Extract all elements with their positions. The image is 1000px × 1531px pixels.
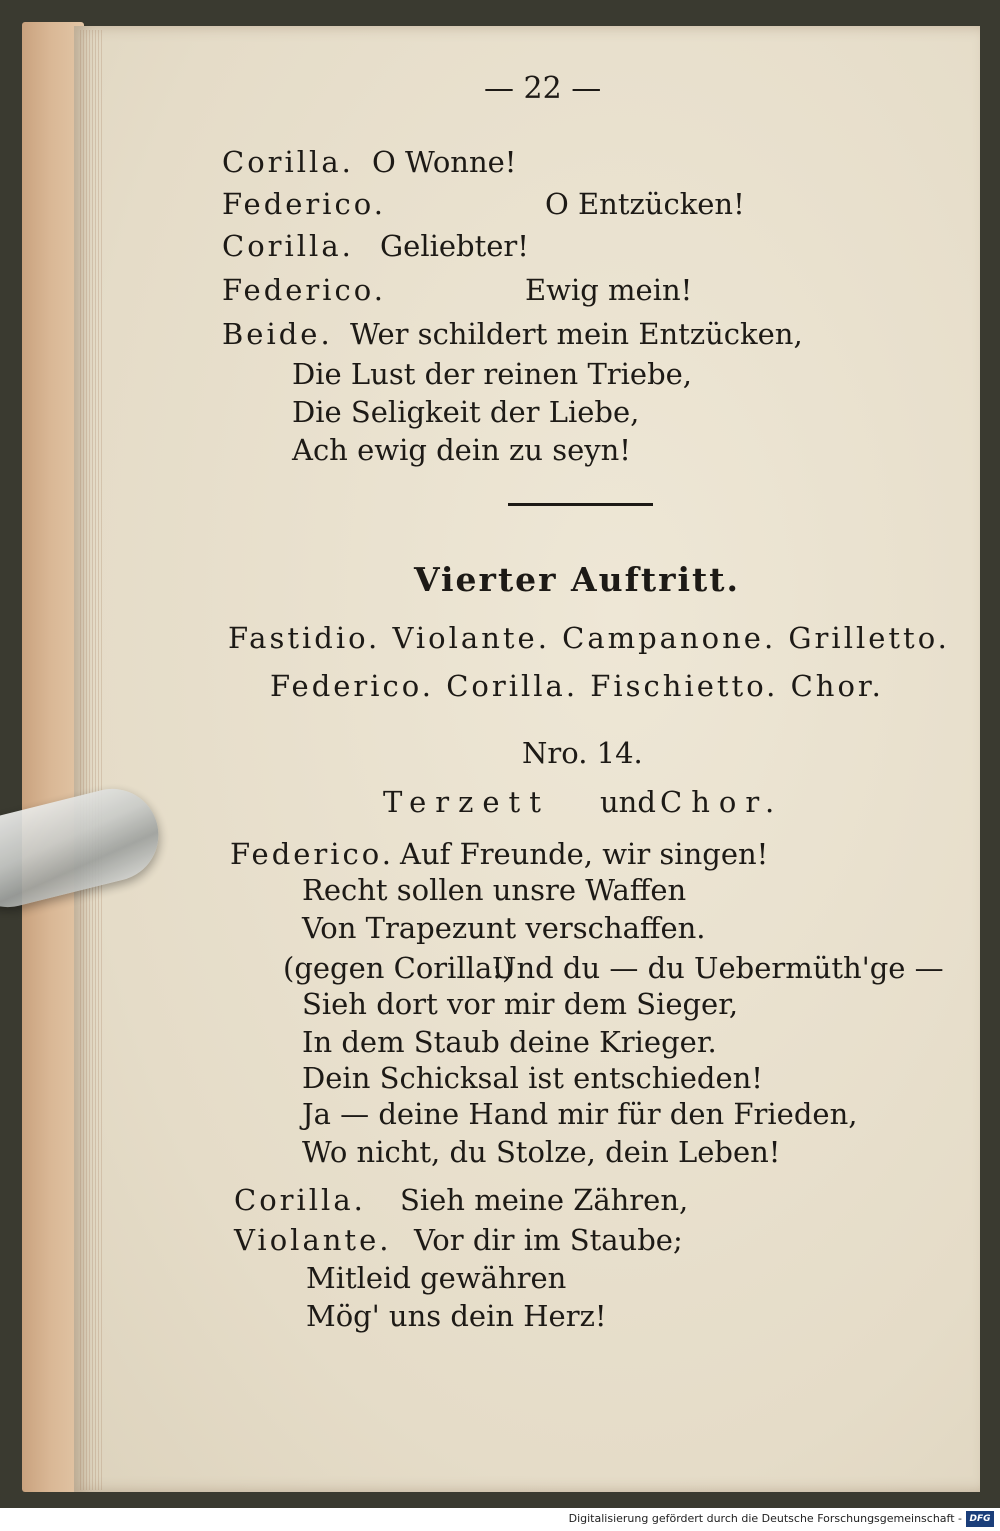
violante-line-3: Mög' uns dein Herz! [306, 1299, 607, 1333]
page-stack-lines [80, 30, 102, 1490]
federico-line-5: Sieh dort vor mir dem Sieger, [302, 987, 739, 1021]
characters-line-1: Fastidio. Violante. Campanone. Grilletto. [228, 621, 950, 655]
speaker-federico-1: Federico. [222, 187, 386, 221]
speaker-federico-2: Federico. [222, 273, 386, 307]
federico-line-2: Recht sollen unsre Waffen [302, 873, 687, 907]
piece-chor: Chor. [660, 785, 784, 819]
line-federico-1: O Entzücken! [545, 187, 745, 221]
federico-line-4: Und du — du Uebermüth'ge — [492, 951, 944, 985]
speaker-corilla-2: Corilla. [222, 229, 354, 263]
federico-line-8: Ja — deine Hand mir für den Frieden, [302, 1097, 858, 1131]
speaker-beide: Beide. [222, 317, 333, 351]
federico-line-3: Von Trapezunt verschaffen. [302, 911, 706, 945]
line-corilla-1: O Wonne! [372, 145, 517, 179]
page-number: — 22 — [484, 71, 602, 106]
stage-direction: (gegen Corilla:) [283, 951, 514, 985]
footer-bar [0, 1508, 1000, 1531]
line-beide: Wer schildert mein Entzücken, [350, 317, 803, 351]
footer-credit: Digitalisierung gefördert durch die Deutsche Forschungsgemeinschaft - [568, 1512, 962, 1525]
number-label: Nro. 14. [522, 736, 643, 770]
speaker-corilla-3: Corilla. [234, 1183, 366, 1217]
line-violante: Vor dir im Staube; [414, 1223, 683, 1257]
line-corilla-2: Geliebter! [380, 229, 529, 263]
federico-first-line: Auf Freunde, wir singen! [400, 837, 769, 871]
line-federico-2: Ewig mein! [525, 273, 693, 307]
characters-line-2: Federico. Corilla. Fischietto. Chor. [270, 669, 884, 703]
line-corilla-3: Sieh meine Zähren, [400, 1183, 689, 1217]
scene-heading: Vierter Auftritt. [414, 560, 740, 599]
speaker-violante: Violante. [234, 1223, 392, 1257]
speaker-federico-3: Federico. [230, 837, 394, 871]
federico-line-6: In dem Staub deine Krieger. [302, 1025, 717, 1059]
federico-line-7: Dein Schicksal ist entschieden! [302, 1061, 763, 1095]
section-divider [508, 503, 653, 506]
dfg-logo: DFG [966, 1511, 994, 1527]
violante-line-2: Mitleid gewähren [306, 1261, 567, 1295]
piece-terzett: Terzett [383, 785, 550, 819]
beide-line-2: Die Lust der reinen Triebe, [292, 357, 693, 391]
piece-und: und [600, 785, 656, 819]
federico-line-9: Wo nicht, du Stolze, dein Leben! [302, 1135, 781, 1169]
beide-line-3: Die Seligkeit der Liebe, [292, 395, 640, 429]
speaker-corilla-1: Corilla. [222, 145, 354, 179]
beide-line-4: Ach ewig dein zu seyn! [292, 433, 631, 467]
